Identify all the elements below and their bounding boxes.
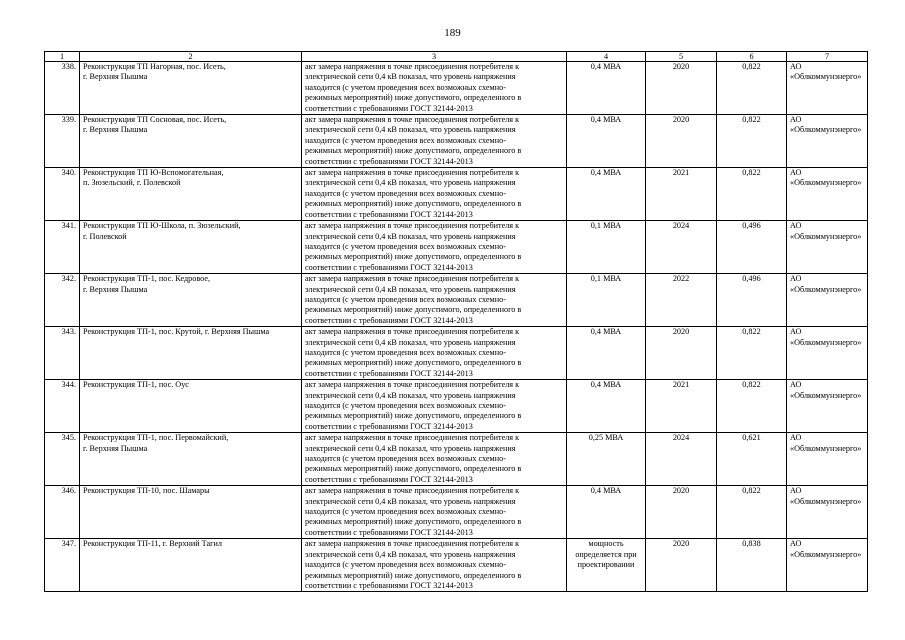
value-cell: 0,838 <box>717 539 787 592</box>
organization-cell: АО «Облкоммунэнерго» <box>787 433 868 486</box>
row-number-cell: 339. <box>45 115 80 168</box>
organization-cell: АО «Облкоммунэнерго» <box>787 274 868 327</box>
organization-cell: АО «Облкоммунэнерго» <box>787 168 868 221</box>
row-number-cell: 347. <box>45 539 80 592</box>
row-number-cell: 342. <box>45 274 80 327</box>
column-header-4: 4 <box>567 52 646 62</box>
organization-cell: АО «Облкоммунэнерго» <box>787 115 868 168</box>
document-table <box>44 51 868 592</box>
justification-text-cell: акт замера напряжения в точке присоединения потребителя к электрической сети 0,4 кВ показал, что уровень напряжения находится (с учетом проведения всех возможных схемно- режимных мероприятий) ниже допустимого, определенного в соответствии с требованиями ГОСТ 32144-2013 <box>302 327 567 380</box>
year-cell: 2021 <box>646 168 717 221</box>
capacity-cell: 0,1 МВА <box>567 221 646 274</box>
table-row <box>45 221 868 274</box>
value-cell: 0,822 <box>717 380 787 433</box>
justification-text-cell: акт замера напряжения в точке присоединения потребителя к электрической сети 0,4 кВ показал, что уровень напряжения находится (с учетом проведения всех возможных схемно- режимных мероприятий) ниже допустимого, определенного в соответствии с требованиями ГОСТ 32144-2013 <box>302 486 567 539</box>
organization-cell: АО «Облкоммунэнерго» <box>787 539 868 592</box>
table-row <box>45 327 868 380</box>
table-row <box>45 115 868 168</box>
year-cell: 2021 <box>646 380 717 433</box>
row-number-cell: 338. <box>45 62 80 115</box>
year-cell: 2020 <box>646 486 717 539</box>
organization-cell: АО «Облкоммунэнерго» <box>787 327 868 380</box>
row-number-cell: 345. <box>45 433 80 486</box>
column-header-6: 6 <box>717 52 787 62</box>
table-row <box>45 380 868 433</box>
capacity-cell: 0,4 МВА <box>567 168 646 221</box>
project-name-cell: Реконструкция ТП Ю-Школа, п. Зюзельский, г. Полевской <box>80 221 302 274</box>
justification-text-cell: акт замера напряжения в точке присоединения потребителя к электрической сети 0,4 кВ показал, что уровень напряжения находится (с учетом проведения всех возможных схемно- режимных мероприятий) ниже допустимого, определенного в соответствии с требованиями ГОСТ 32144-2013 <box>302 380 567 433</box>
row-number-cell: 346. <box>45 486 80 539</box>
column-header-5: 5 <box>646 52 717 62</box>
value-cell: 0,822 <box>717 168 787 221</box>
project-name-cell: Реконструкция ТП-11, г. Верхний Тагил <box>80 539 302 592</box>
year-cell: 2020 <box>646 115 717 168</box>
row-number-cell: 340. <box>45 168 80 221</box>
value-cell: 0,621 <box>717 433 787 486</box>
capacity-cell: мощность определяется при проектировании <box>567 539 646 592</box>
column-header-2: 2 <box>80 52 302 62</box>
justification-text-cell: акт замера напряжения в точке присоединения потребителя к электрической сети 0,4 кВ показал, что уровень напряжения находится (с учетом проведения всех возможных схемно- режимных мероприятий) ниже допустимого, определенного в соответствии с требованиями ГОСТ 32144-2013 <box>302 274 567 327</box>
table-row <box>45 62 868 115</box>
page-number: 189 <box>444 27 461 39</box>
year-cell: 2020 <box>646 539 717 592</box>
table-row <box>45 433 868 486</box>
project-name-cell: Реконструкция ТП-1, пос. Первомайский, г. Верхняя Пышма <box>80 433 302 486</box>
column-header-1: 1 <box>45 52 80 62</box>
justification-text-cell: акт замера напряжения в точке присоединения потребителя к электрической сети 0,4 кВ показал, что уровень напряжения находится (с учетом проведения всех возможных схемно- режимных мероприятий) ниже допустимого, определенного в соответствии с требованиями ГОСТ 32144-2013 <box>302 221 567 274</box>
justification-text-cell: акт замера напряжения в точке присоединения потребителя к электрической сети 0,4 кВ показал, что уровень напряжения находится (с учетом проведения всех возможных схемно- режимных мероприятий) ниже допустимого, определенного в соответствии с требованиями ГОСТ 32144-2013 <box>302 433 567 486</box>
justification-text-cell: акт замера напряжения в точке присоединения потребителя к электрической сети 0,4 кВ показал, что уровень напряжения находится (с учетом проведения всех возможных схемно- режимных мероприятий) ниже допустимого, определенного в соответствии с требованиями ГОСТ 32144-2013 <box>302 62 567 115</box>
capacity-cell: 0,4 МВА <box>567 380 646 433</box>
year-cell: 2024 <box>646 433 717 486</box>
organization-cell: АО «Облкоммунэнерго» <box>787 221 868 274</box>
header-row <box>45 52 868 62</box>
project-name-cell: Реконструкция ТП Нагорная, пос. Исеть, г. Верхняя Пышма <box>80 62 302 115</box>
row-number-cell: 341. <box>45 221 80 274</box>
value-cell: 0,822 <box>717 486 787 539</box>
table-row <box>45 539 868 592</box>
table-row <box>45 168 868 221</box>
project-name-cell: Реконструкция ТП Сосновая, пос. Исеть, г. Верхняя Пышма <box>80 115 302 168</box>
column-header-7: 7 <box>787 52 868 62</box>
capacity-cell: 0,4 МВА <box>567 62 646 115</box>
project-name-cell: Реконструкция ТП-1, пос. Оус <box>80 380 302 433</box>
justification-text-cell: акт замера напряжения в точке присоединения потребителя к электрической сети 0,4 кВ показал, что уровень напряжения находится (с учетом проведения всех возможных схемно- режимных мероприятий) ниже допустимого, определенного в соответствии с требованиями ГОСТ 32144-2013 <box>302 115 567 168</box>
value-cell: 0,496 <box>717 274 787 327</box>
capacity-cell: 0,25 МВА <box>567 433 646 486</box>
project-name-cell: Реконструкция ТП-10, пос. Шамары <box>80 486 302 539</box>
row-number-cell: 343. <box>45 327 80 380</box>
project-name-cell: Реконструкция ТП Ю-Вспомогательная, п. Зюзельский, г. Полевской <box>80 168 302 221</box>
table-row <box>45 486 868 539</box>
column-header-3: 3 <box>302 52 567 62</box>
project-name-cell: Реконструкция ТП-1, пос. Кедровое, г. Верхняя Пышма <box>80 274 302 327</box>
organization-cell: АО «Облкоммунэнерго» <box>787 380 868 433</box>
table-row <box>45 274 868 327</box>
value-cell: 0,822 <box>717 115 787 168</box>
justification-text-cell: акт замера напряжения в точке присоединения потребителя к электрической сети 0,4 кВ показал, что уровень напряжения находится (с учетом проведения всех возможных схемно- режимных мероприятий) ниже допустимого, определенного в соответствии с требованиями ГОСТ 32144-2013 <box>302 539 567 592</box>
year-cell: 2020 <box>646 62 717 115</box>
value-cell: 0,822 <box>717 327 787 380</box>
capacity-cell: 0,1 МВА <box>567 274 646 327</box>
value-cell: 0,496 <box>717 221 787 274</box>
capacity-cell: 0,4 МВА <box>567 486 646 539</box>
organization-cell: АО «Облкоммунэнерго» <box>787 486 868 539</box>
year-cell: 2024 <box>646 221 717 274</box>
value-cell: 0,822 <box>717 62 787 115</box>
project-name-cell: Реконструкция ТП-1, пос. Крутой, г. Верхняя Пышма <box>80 327 302 380</box>
capacity-cell: 0,4 МВА <box>567 115 646 168</box>
year-cell: 2020 <box>646 327 717 380</box>
capacity-cell: 0,4 МВА <box>567 327 646 380</box>
year-cell: 2022 <box>646 274 717 327</box>
row-number-cell: 344. <box>45 380 80 433</box>
justification-text-cell: акт замера напряжения в точке присоединения потребителя к электрической сети 0,4 кВ показал, что уровень напряжения находится (с учетом проведения всех возможных схемно- режимных мероприятий) ниже допустимого, определенного в соответствии с требованиями ГОСТ 32144-2013 <box>302 168 567 221</box>
organization-cell: АО «Облкоммунэнерго» <box>787 62 868 115</box>
